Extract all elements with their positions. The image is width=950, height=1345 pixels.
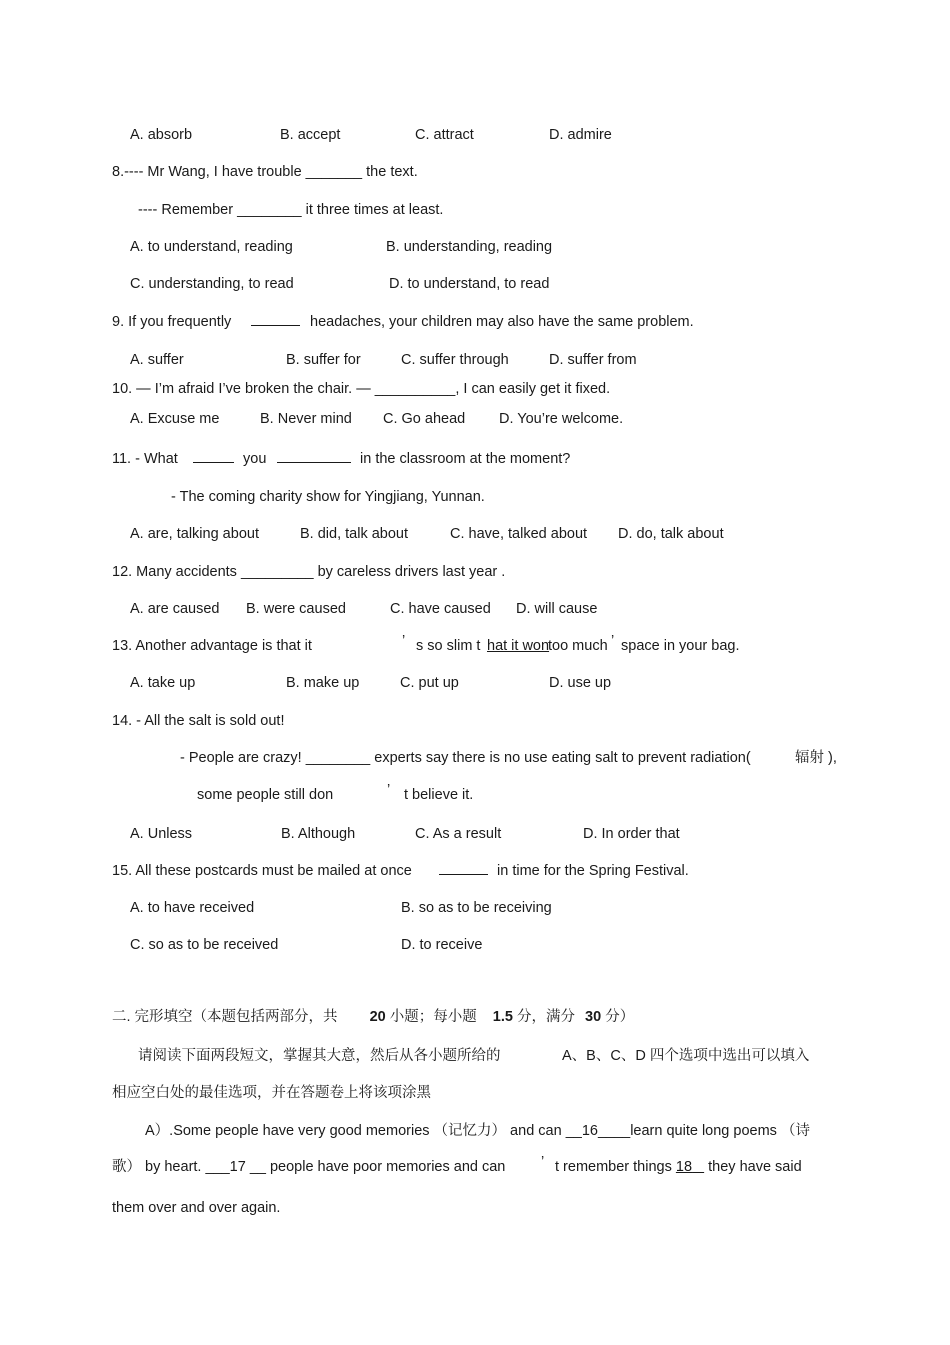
- q8-question: 8.---- Mr Wang, I have trouble _______ the text.: [112, 164, 418, 180]
- q10-option-b: B. Never mind: [260, 411, 352, 427]
- q11-option-d: D. do, talk about: [618, 526, 724, 542]
- q14-option-a: A. Unless: [130, 826, 193, 842]
- q7-option-d: D. admire: [549, 127, 612, 143]
- q14-option-b: B. Although: [281, 826, 356, 842]
- q12-option-a: A. are caused: [130, 601, 220, 617]
- q8-option-d: D. to understand, to read: [389, 276, 550, 292]
- q14-response-line2-end: t believe it.: [404, 787, 474, 803]
- section2-heading-part2: 小题；每小题: [389, 1009, 477, 1025]
- q13-option-b: B. make up: [286, 675, 360, 691]
- q14-response-end: 辐射 ),: [795, 750, 837, 766]
- q11-answer: - The coming charity show for Yingjiang, Yunnan.: [171, 489, 485, 505]
- section2-heading-part4: 分）: [605, 1009, 635, 1025]
- q15-question-end: in time for the Spring Festival.: [497, 863, 689, 879]
- section2-instructions-2: 相应空白处的最佳选项，并在答题卷上将该项涂黑: [112, 1085, 431, 1101]
- section2-instructions-1a: 请阅读下面两段短文，掌握其大意，然后从各小题所给的: [138, 1048, 501, 1064]
- q11-blank-1: [193, 450, 234, 468]
- q11-question-part3: in the classroom at the moment?: [360, 451, 571, 467]
- q13-apostrophe-1: ’: [402, 633, 406, 649]
- passage-a-line2-text: t remember things: [555, 1159, 676, 1175]
- q7-option-c: C. attract: [415, 127, 474, 143]
- passage-a-line1: A）.Some people have very good memories （记忆力） and can __16____learn quite long poems （诗: [145, 1123, 810, 1139]
- q9-option-a: A. suffer: [130, 352, 184, 368]
- q9-blank: [251, 313, 300, 331]
- q7-option-b: B. accept: [280, 127, 341, 143]
- passage-a-line2: 歌） by heart. ___17 __ people have poor memories and can: [112, 1159, 506, 1175]
- q9-option-d: D. suffer from: [549, 352, 637, 368]
- q14-response: - People are crazy! ________ experts say there is no use eating salt to prevent radiation(: [180, 750, 751, 766]
- q9-option-c: C. suffer through: [401, 352, 509, 368]
- passage-a-line3: them over and over again.: [112, 1200, 281, 1216]
- q14-question: 14. - All the salt is sold out!: [112, 713, 285, 729]
- q14-option-c: C. As a result: [415, 826, 502, 842]
- q14-apostrophe: ’: [387, 782, 391, 798]
- passage-a-blank-18: 18: [675, 1159, 693, 1175]
- q11-blank-2: [277, 450, 351, 468]
- q13-question-part5: too much: [548, 638, 608, 654]
- q12-question: 12. Many accidents _________ by careless drivers last year .: [112, 564, 506, 580]
- q13-apostrophe-2: ’: [611, 633, 615, 649]
- q9-question-end: headaches, your children may also have the same problem.: [310, 314, 694, 330]
- q14-response-line2: some people still don: [197, 787, 334, 803]
- q13-option-d: D. use up: [549, 675, 612, 691]
- q10-option-a: A. Excuse me: [130, 411, 220, 427]
- section2-heading-part1: 二. 完形填空（本题包括两部分，共: [112, 1009, 338, 1025]
- q12-option-b: B. were caused: [246, 601, 346, 617]
- q13-option-c: C. put up: [400, 675, 459, 691]
- q7-option-a: A. absorb: [130, 127, 193, 143]
- q15-option-b: B. so as to be receiving: [401, 900, 552, 916]
- q13-question-part7: space in your bag.: [621, 638, 740, 654]
- q13-question-part4: hat it won: [487, 638, 550, 654]
- q13-question-part1: 13. Another advantage is that it: [112, 638, 312, 654]
- q10-option-c: C. Go ahead: [383, 411, 466, 427]
- q11-question-part1: 11. - What: [112, 451, 178, 467]
- q10-question: 10. — I’m afraid I’ve broken the chair. — __________, I can easily get it fixed.: [112, 381, 611, 397]
- passage-a-line2-tail: they have said: [704, 1159, 802, 1175]
- q8-option-b: B. understanding, reading: [386, 239, 553, 255]
- q12-option-d: D. will cause: [516, 601, 598, 617]
- q15-blank: [439, 862, 488, 880]
- section2-question-count: 20: [369, 1009, 386, 1025]
- passage-a-line2-end: [555, 1158, 802, 1176]
- section2-total-points: 30: [585, 1009, 602, 1025]
- q11-option-b: B. did, talk about: [300, 526, 409, 542]
- q13-option-a: A. take up: [130, 675, 196, 691]
- q8-response: ---- Remember ________ it three times at least.: [138, 202, 444, 218]
- q15-option-a: A. to have received: [130, 900, 255, 916]
- section2-heading: [112, 1008, 634, 1026]
- q15-option-d: D. to receive: [401, 937, 483, 953]
- q12-option-c: C. have caused: [390, 601, 491, 617]
- q9-option-b: B. suffer for: [286, 352, 361, 368]
- q15-option-c: C. so as to be received: [130, 937, 279, 953]
- q10-option-d: D. You’re welcome.: [499, 411, 624, 427]
- q14-option-d: D. In order that: [583, 826, 680, 842]
- q15-question-start: 15. All these postcards must be mailed at once: [112, 863, 412, 879]
- q13-question-part3: s so slim t: [416, 638, 481, 654]
- q9-question-start: 9. If you frequently: [112, 314, 232, 330]
- passage-a-apostrophe: ’: [541, 1154, 545, 1170]
- q11-question-part2: you: [243, 451, 267, 467]
- section2-points-each: 1.5: [492, 1009, 513, 1025]
- q11-option-c: C. have, talked about: [450, 526, 588, 542]
- section2-instructions-1b: A、B、C、D 四个选项中选出可以填入: [562, 1048, 810, 1064]
- q8-option-c: C. understanding, to read: [130, 276, 294, 292]
- section2-heading-part3: 分，满分: [517, 1009, 575, 1025]
- q11-option-a: A. are, talking about: [130, 526, 259, 542]
- q8-option-a: A. to understand, reading: [130, 239, 293, 255]
